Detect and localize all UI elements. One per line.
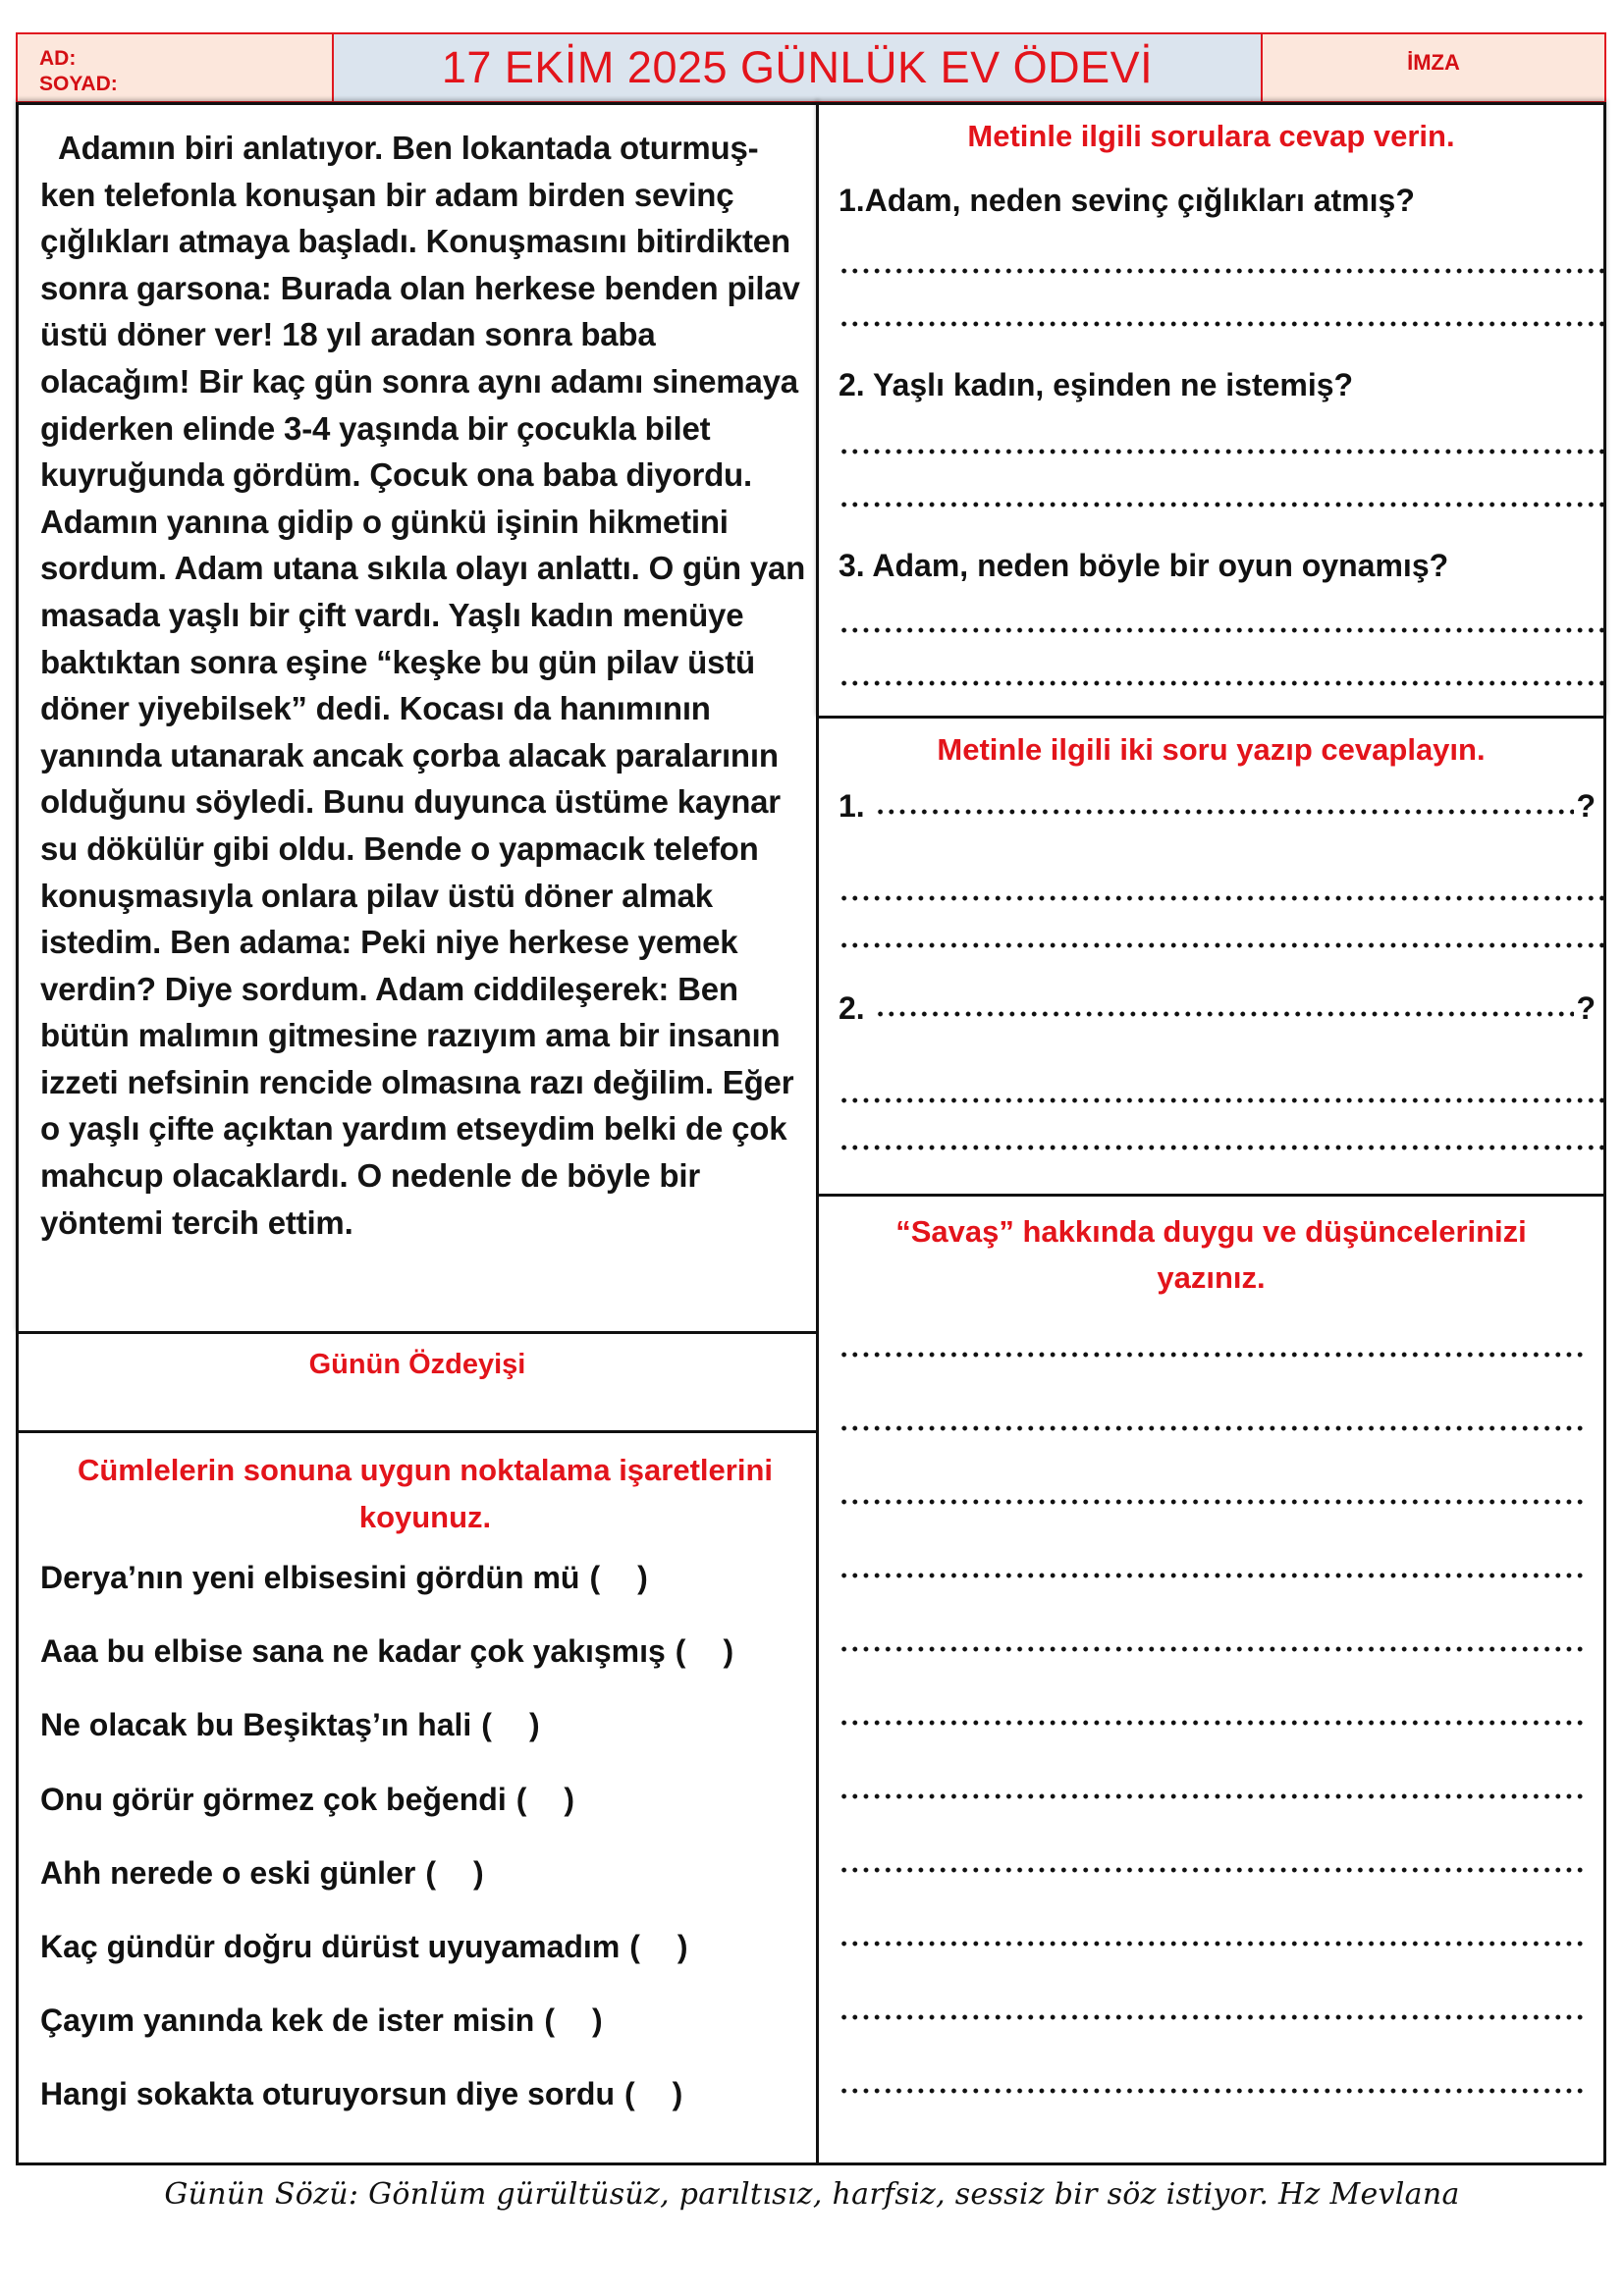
essay-line[interactable] — [839, 2088, 1584, 2094]
own-questions-heading: Metinle ilgili iki soru yazıp cevaplayın. — [937, 732, 1486, 767]
paren-open: ( — [544, 2002, 555, 2039]
sentence-item — [40, 2075, 810, 2149]
answer-line[interactable] — [839, 268, 1603, 274]
sentence-text: Ne olacak bu Beşiktaş’ın hali — [40, 1707, 472, 1743]
question-list — [839, 182, 1603, 686]
question-item — [839, 547, 1603, 686]
answer-line[interactable] — [839, 680, 1603, 686]
answer-line[interactable] — [839, 627, 1603, 633]
essay-line[interactable] — [839, 1573, 1584, 1578]
essay-lines — [839, 1352, 1584, 2094]
essay-line[interactable] — [839, 2014, 1584, 2020]
own-question-line[interactable] — [839, 789, 1603, 823]
sentence-text: Kaç gündür doğru dürüst uyuyamadım — [40, 1928, 621, 1964]
quote-of-day-heading: Günün Özdeyişi — [308, 1349, 526, 1380]
war-essay-section — [816, 1194, 1606, 2165]
punctuation-answer-box[interactable] — [676, 1632, 733, 1670]
name-label: AD: — [39, 47, 77, 70]
question-item — [839, 366, 1603, 507]
essay-line[interactable] — [839, 1793, 1584, 1799]
answer-line[interactable] — [839, 321, 1603, 327]
war-heading: “Savaş” hakkında duygu ve düşüncelerinizi yazınız. — [895, 1214, 1527, 1295]
paren-close: ) — [564, 1781, 575, 1817]
paren-close: ) — [637, 1560, 648, 1595]
sentence-item — [40, 1854, 810, 1928]
sentence-item — [40, 1781, 810, 1854]
signature-label: İMZA — [1407, 50, 1460, 75]
question-mark: ? — [1576, 990, 1596, 1026]
paren-open: ( — [515, 1781, 527, 1817]
page-title: 17 EKİM 2025 GÜNLÜK EV ÖDEVİ — [441, 42, 1154, 92]
sentence-item — [40, 2002, 810, 2075]
write-own-questions — [816, 716, 1606, 1197]
paren-close: ) — [672, 2076, 683, 2112]
essay-line[interactable] — [839, 1720, 1584, 1726]
own-question-item — [839, 789, 1603, 948]
answer-line[interactable] — [839, 449, 1603, 454]
punctuation-answer-box[interactable] — [589, 1559, 647, 1596]
punctuation-answer-box[interactable] — [425, 1854, 483, 1892]
paren-close: ) — [723, 1633, 734, 1670]
answer-line[interactable] — [839, 1097, 1603, 1103]
question-text: 2. Yaşlı kadın, eşinden ne istemiş? — [839, 367, 1354, 402]
question-mark: ? — [1576, 788, 1596, 824]
sentence-text: Derya’nın yeni elbisesini gördün mü — [40, 1560, 580, 1595]
signature-field[interactable] — [1261, 32, 1606, 103]
punctuation-answer-box[interactable] — [544, 2002, 602, 2039]
question-item — [839, 182, 1603, 327]
sentence-item — [40, 1706, 810, 1780]
sentence-text: Aaa bu elbise sana ne kadar çok yakışmış — [40, 1633, 666, 1670]
essay-line[interactable] — [839, 1941, 1584, 1947]
punctuation-answer-box[interactable] — [516, 1781, 574, 1818]
own-question-line[interactable] — [839, 991, 1603, 1025]
answer-line[interactable] — [839, 502, 1603, 507]
name-surname-field[interactable] — [16, 32, 334, 103]
sentence-text: Hangi sokakta oturuyorsun diye sordu — [40, 2076, 615, 2112]
paren-close: ) — [528, 1707, 540, 1743]
paren-open: ( — [425, 1854, 436, 1891]
saying-of-day: Günün Sözü: Gönlüm gürültüsüz, parıltısız, harfsiz, sessiz bir söz istiyor. Hz Mevlana — [164, 2177, 1460, 2212]
paren-open: ( — [675, 1633, 686, 1670]
passage-text: Adamın biri anlatıyor. Ben lokantada oturmuş-ken telefonla konuşan bir adam birden sevinç çığlıkları atmaya başladı. Konuşmasını bitirdikten sonra garsona: Burada olan herkese benden pilav üstü döner ver! 18 yıl aradan sonra baba olacağım! Bir kaç gün sonra aynı adamı sinemaya giderken elinde 3-4 yaşında bir çocukla bilet kuyruğunda gördüm. Çocuk ona baba diyordu. Adamın yanına gidip o günkü işinin hikmetini sordum. Adam utana sıkıla olayı anlattı. O gün yan masada yaşlı bir çift vardı. Yaşlı kadın menüye baktıktan sonra eşine “keşke bu gün pilav üstü döner yiyebilsek” dedi. Kocası da hanımının yanında utanarak ancak çorba alacak paralarının olduğunu söyledi. Bunu duyunca üstüme kaynar su dökülür gibi oldu. Bende o yapmacık telefon konuşmasıyla onlara pilav üstü döner almak istedim. Ben adama: Peki niye herkese yemek verdin? Diye sordum. Adam ciddileşerek: Ben bütün malımın gitmesine razıyım ama bir insanın izzeti nefsinin rencide olmasına razı değilim. Eğer o yaşlı çifte açıktan yardım etseydim belki de çok mahcup olacaklardı. O nedenle de böyle bir yöntemi tercih ettim. — [40, 130, 815, 1241]
essay-line[interactable] — [839, 1425, 1584, 1431]
punctuation-answer-box[interactable] — [481, 1706, 539, 1743]
punctuation-answer-box[interactable] — [624, 2075, 682, 2112]
sentence-list — [40, 1559, 810, 2150]
punctuation-answer-box[interactable] — [629, 1928, 687, 1965]
paren-close: ) — [677, 1928, 688, 1964]
own-question-list — [839, 789, 1603, 1150]
essay-line[interactable] — [839, 1646, 1584, 1652]
question-write-line[interactable] — [875, 809, 1575, 815]
question-write-line[interactable] — [875, 1011, 1575, 1017]
paren-open: ( — [481, 1707, 492, 1743]
quote-of-day-answer[interactable] — [19, 1379, 816, 1418]
essay-line[interactable] — [839, 1499, 1584, 1505]
comprehension-questions — [816, 102, 1606, 719]
paren-open: ( — [629, 1928, 640, 1964]
reading-passage — [16, 102, 819, 1334]
sentence-item — [40, 1928, 810, 2002]
essay-line[interactable] — [839, 1867, 1584, 1873]
sentence-text: Ahh nerede o eski günler — [40, 1854, 416, 1891]
sentence-text: Onu görür görmez çok beğendi — [40, 1781, 507, 1817]
answer-line[interactable] — [839, 942, 1603, 948]
answer-line[interactable] — [839, 1145, 1603, 1150]
question-text: 3. Adam, neden böyle bir oyun oynamış? — [839, 548, 1449, 583]
page-title-banner — [332, 32, 1263, 103]
paren-open: ( — [624, 2076, 635, 2112]
quote-of-day-section — [16, 1331, 819, 1433]
own-question-item — [839, 991, 1603, 1150]
sentence-item — [40, 1632, 810, 1706]
question-number: 1. — [839, 788, 865, 824]
questions-heading: Metinle ilgili sorulara cevap verin. — [967, 119, 1455, 153]
paren-close: ) — [591, 2002, 603, 2039]
surname-label: SOYAD: — [39, 73, 118, 95]
question-number: 2. — [839, 990, 865, 1026]
essay-line[interactable] — [839, 1352, 1584, 1358]
sentence-text: Çayım yanında kek de ister misin — [40, 2002, 535, 2039]
punctuation-exercise — [16, 1430, 819, 2165]
paren-close: ) — [472, 1854, 484, 1891]
paren-open: ( — [589, 1560, 601, 1595]
punctuation-heading: Cümlelerin sonuna uygun noktalama işaretlerini koyunuz. — [77, 1453, 773, 1534]
sentence-item — [40, 1559, 810, 1632]
question-text: 1.Adam, neden sevinç çığlıkları atmış? — [839, 183, 1415, 218]
answer-line[interactable] — [839, 895, 1603, 901]
